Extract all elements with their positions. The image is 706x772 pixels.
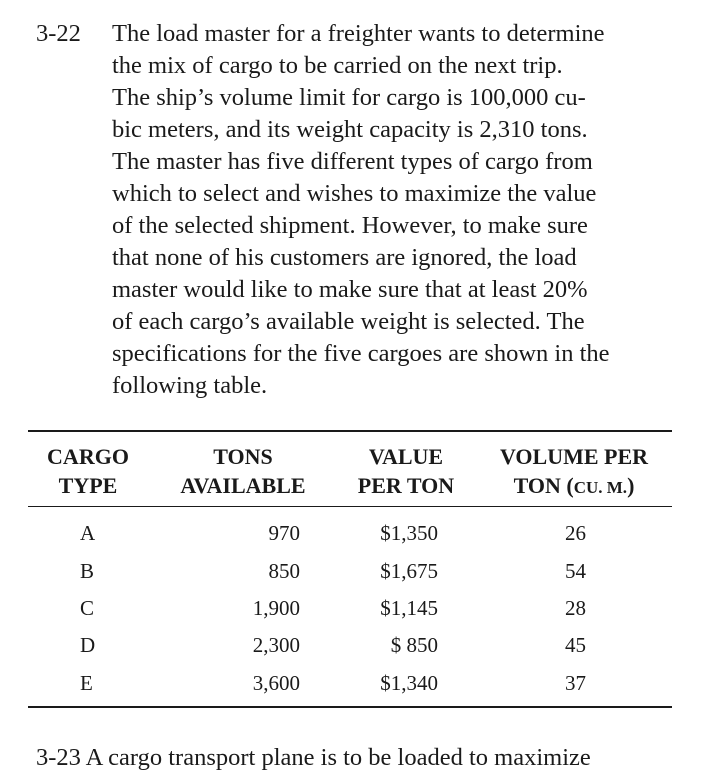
header-cargo-type xyxy=(40,442,136,500)
cell-tons: 2,300 xyxy=(252,633,300,657)
problem-text xyxy=(112,18,674,402)
problem-line: The ship’s volume limit for cargo is 100,000 cu- xyxy=(112,84,586,111)
problem-line: that none of his customers are ignored, the load xyxy=(112,244,577,271)
header-line: TONS xyxy=(213,444,273,469)
cell-volume: 28 xyxy=(565,596,586,620)
header-tons-available xyxy=(166,442,320,500)
header-line xyxy=(486,471,662,502)
cell-cargo: D xyxy=(80,633,96,657)
cell-value: $1,350 xyxy=(380,521,438,545)
header-line: PER TON xyxy=(357,473,455,498)
header-line: AVAILABLE xyxy=(180,473,306,498)
cell-value: $1,340 xyxy=(380,671,438,695)
problem-line: the mix of cargo to be carried on the next trip. xyxy=(112,52,563,79)
cell-value: $1,145 xyxy=(380,596,438,620)
problem-number: 3-22 xyxy=(36,20,81,47)
problem-line: of each cargo’s available weight is selected. The xyxy=(112,308,585,335)
header-unit-open: TON ( xyxy=(513,473,574,498)
header-line: CARGO xyxy=(47,444,129,469)
cell-value: $1,675 xyxy=(380,559,438,583)
problem-line: The master has five different types of cargo from xyxy=(112,148,593,175)
cell-cargo: A xyxy=(80,521,96,545)
cell-tons: 1,900 xyxy=(252,596,300,620)
cell-tons: 3,600 xyxy=(252,671,300,695)
header-unit-close: ) xyxy=(627,473,635,498)
problem-line: The load master for a freighter wants to determine xyxy=(112,20,605,47)
cell-volume: 45 xyxy=(565,633,586,657)
cell-volume: 37 xyxy=(565,671,586,695)
problem-line: master would like to make sure that at least 20% xyxy=(112,276,588,303)
cell-tons: 850 xyxy=(268,559,300,583)
header-line: VOLUME PER xyxy=(499,444,649,469)
cell-volume: 54 xyxy=(565,559,586,583)
header-line: VALUE xyxy=(368,444,444,469)
next-problem-fragment: 3-23 A cargo transport plane is to be loaded to maximize xyxy=(36,744,591,771)
cell-cargo: E xyxy=(80,671,93,695)
table-top-rule xyxy=(28,430,672,432)
cell-cargo: B xyxy=(80,559,95,583)
header-value-per-ton xyxy=(346,442,466,500)
table-bottom-rule xyxy=(28,706,672,708)
cell-cargo: C xyxy=(80,596,95,620)
cell-tons: 970 xyxy=(268,521,300,545)
header-volume-per-ton xyxy=(486,442,662,502)
problem-line: following table. xyxy=(112,372,268,399)
problem-line: bic meters, and its weight capacity is 2,310 tons. xyxy=(112,116,588,143)
header-unit: CU. M. xyxy=(573,478,628,497)
table-header-rule xyxy=(28,506,672,507)
problem-line: of the selected shipment. However, to make sure xyxy=(112,212,588,239)
header-line: TYPE xyxy=(58,473,118,498)
problem-line: specifications for the five cargoes are shown in the xyxy=(112,340,610,367)
cell-volume: 26 xyxy=(565,521,586,545)
cell-value: $ 850 xyxy=(390,633,438,657)
problem-line: which to select and wishes to maximize the value xyxy=(112,180,597,207)
